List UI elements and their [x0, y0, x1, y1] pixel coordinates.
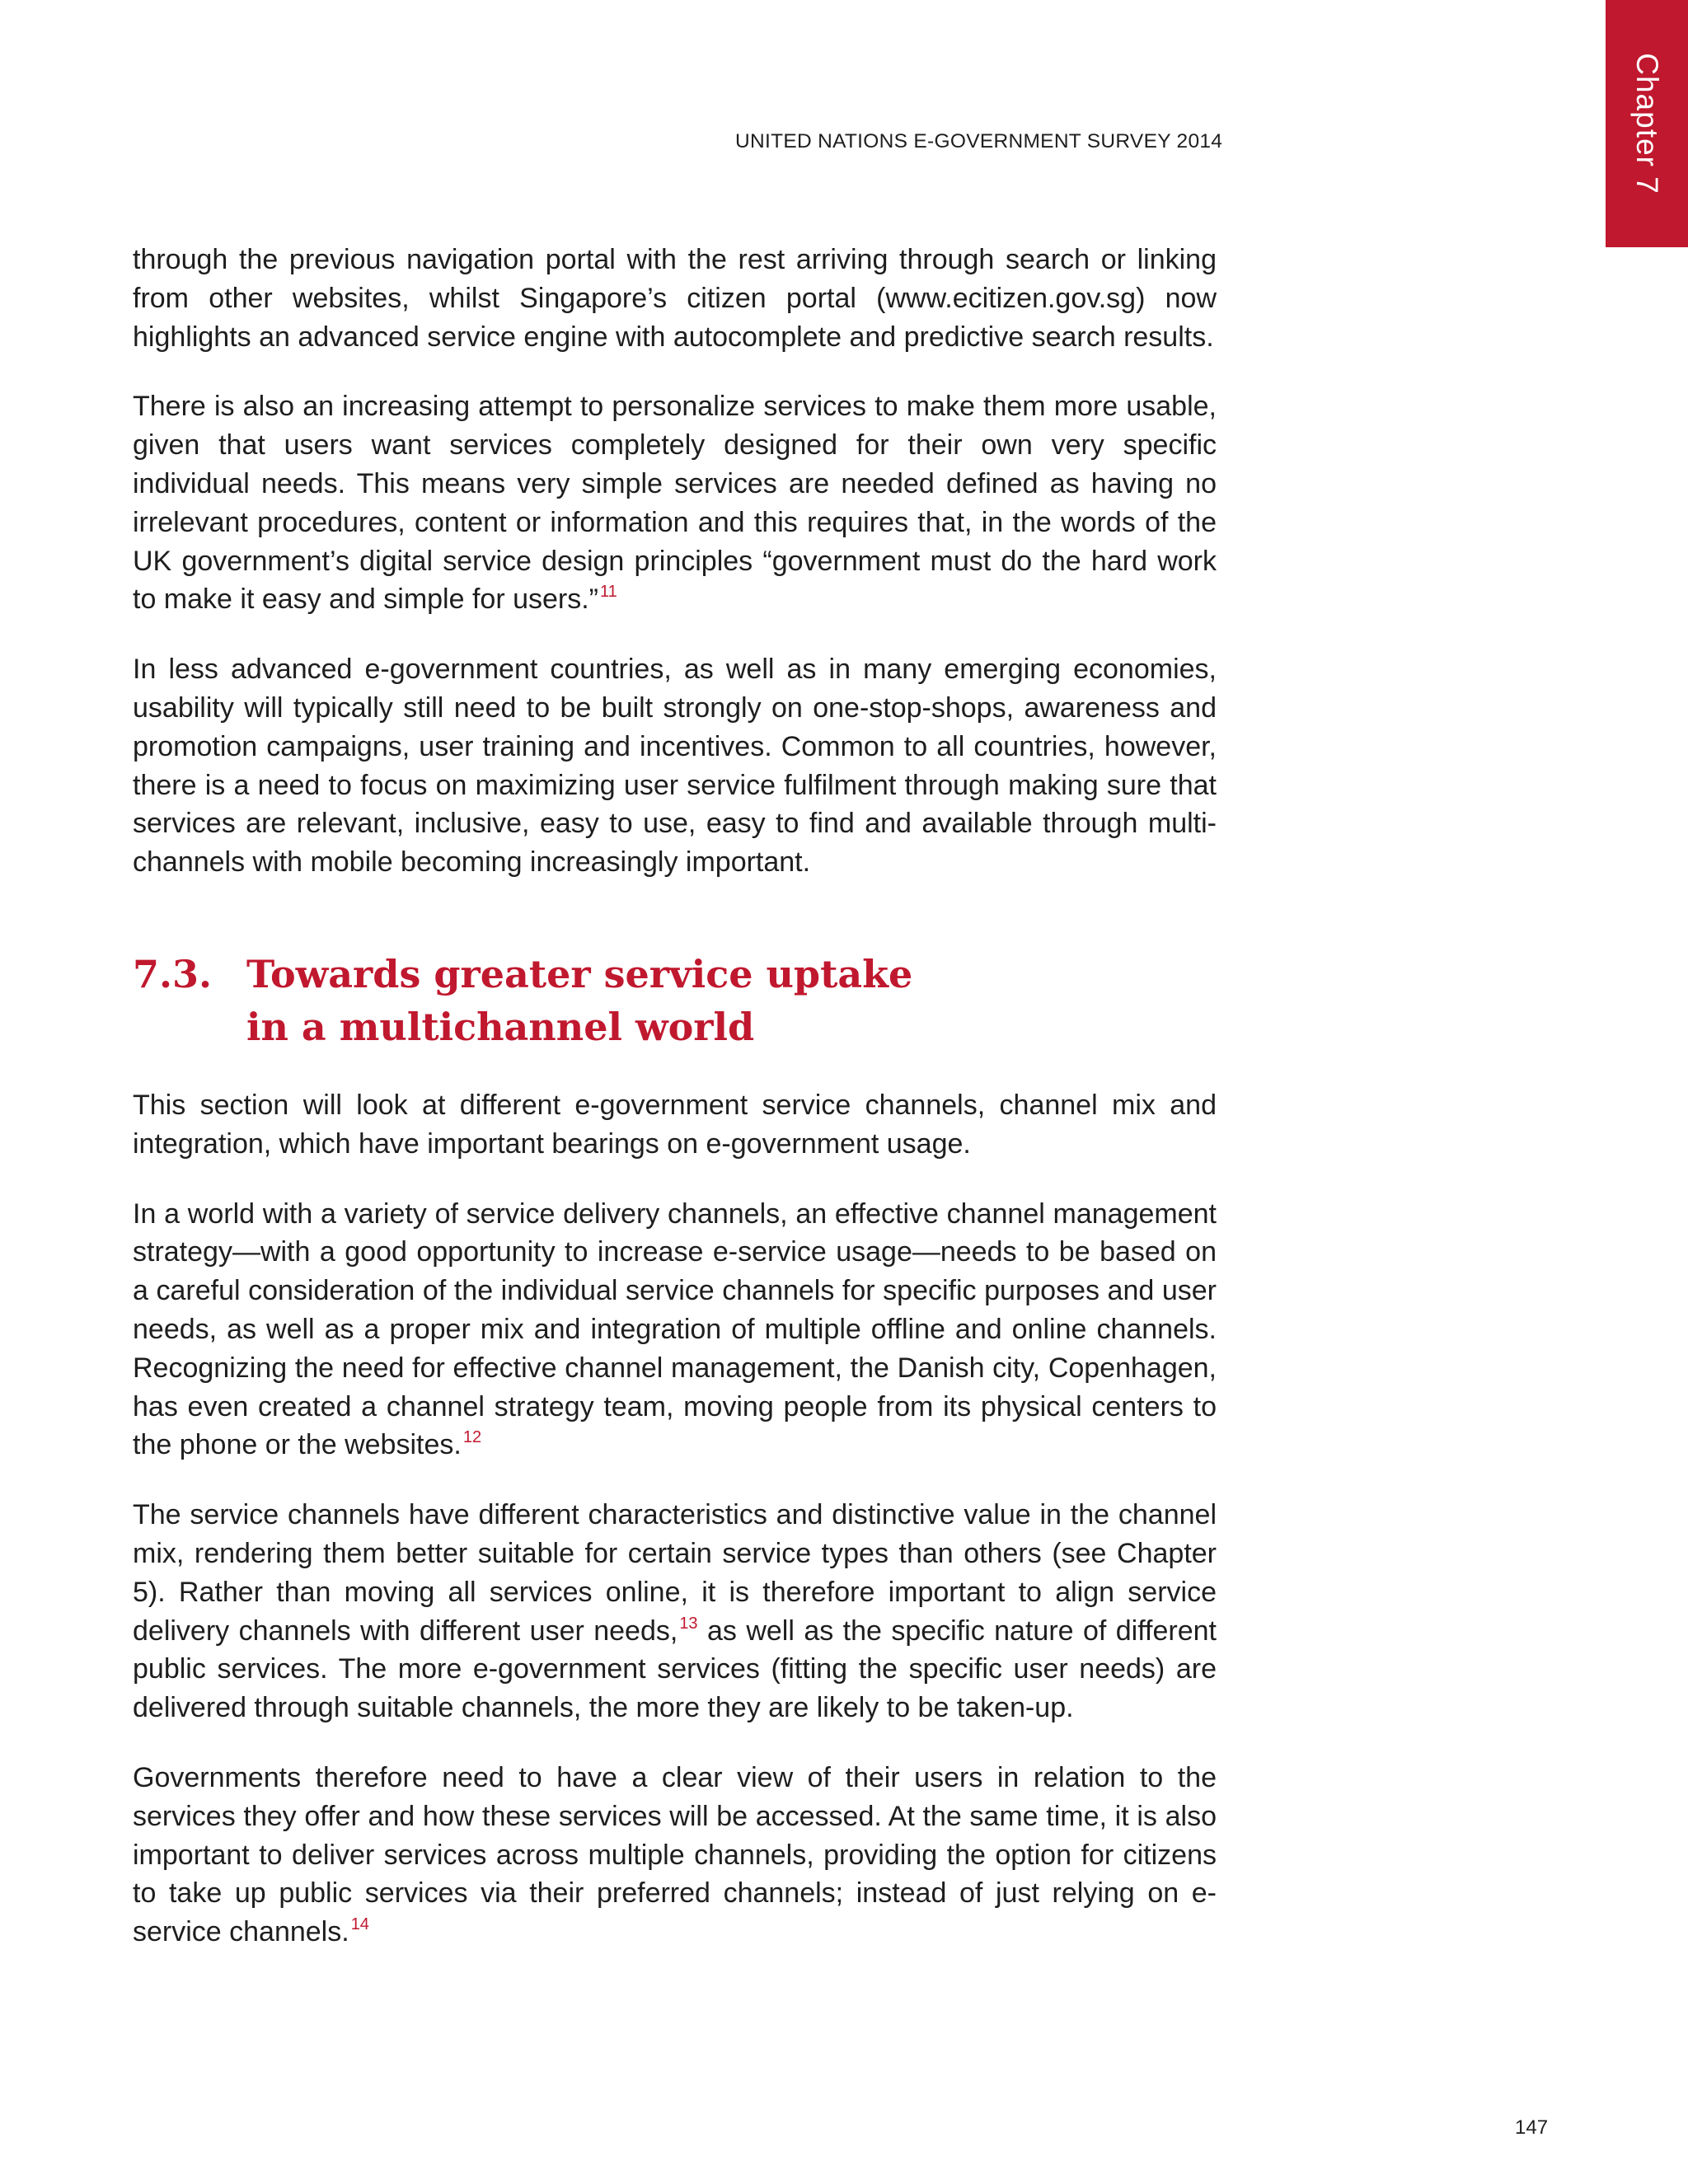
section-number: 7.3.: [133, 951, 213, 996]
paragraph-text: In a world with a variety of service delivery channels, an effective channel management strategy—with a good opportunity to increase e-service usage—needs to be based on a careful consideration of the individual service channels for specific purposes and user needs, as well as a proper mix and integration of multiple offline and online channels. Recognizing the need for effective channel management, the Danish city, Copenhagen, has even created a channel strategy team, moving people from its physical centers to the phone or the websites.: [133, 1197, 1217, 1461]
paragraph-text: In less advanced e-government countries, as well as in many emerging economies, usability will typically still need to be built strongly on one-stop-shops, awareness and promotion campaigns, user training and incentives. Common to all countries, however, there is a need to focus on maximizing user service fulfilment through making sure that services are relevant, inclusive, easy to use, easy to find and available through multi-channels with mobile becoming increasingly important.: [133, 654, 1217, 879]
page-content: [133, 241, 1217, 1983]
paragraph-text-continued: as well as the specific nature of different public services. The more e-government services (fitting the specific user needs) are delivered through suitable channels, the more they are likely to be taken-up.: [133, 1615, 1217, 1724]
paragraph-text: Governments therefore need to have a clear view of their users in relation to the services they offer and how these services will be accessed. At the same time, it is also important to deliver services across multiple channels, providing the option for citizens to take up public services via their preferred channels; instead of just relying on e-service channels.: [133, 1761, 1217, 1948]
paragraph-singapore-portal: [133, 241, 1217, 356]
paragraph-text: This section will look at different e-government service channels, channel mix and integration, which have important bearings on e-government usage.: [133, 1089, 1217, 1160]
paragraph-section-intro: [133, 1086, 1217, 1164]
paragraph-multiple-channels: [133, 1759, 1217, 1952]
section-title-line-1: Towards greater service uptake: [246, 951, 913, 996]
chapter-tab-label: Chapter 7: [1630, 53, 1664, 194]
paragraph-text: There is also an increasing attempt to personalize services to make them more usable, given that users want services completely designed for their own very specific individual needs. This means very simple services are needed defined as having no irrelevant procedures, content or information and this requires that, in the words of the UK government’s digital service design principles “government must do the hard work to make it easy and simple for users.”: [133, 391, 1217, 616]
section-heading: [133, 948, 1217, 1053]
footnote-reference-12[interactable]: 12: [462, 1428, 482, 1447]
section-title: [246, 948, 912, 1053]
paragraph-personalization: [133, 387, 1217, 619]
paragraph-less-advanced-countries: [133, 650, 1217, 882]
chapter-tab: [1606, 0, 1688, 247]
running-header: UNITED NATIONS E-GOVERNMENT SURVEY 2014: [735, 130, 1223, 152]
paragraph-channel-management: [133, 1195, 1217, 1465]
footnote-reference-13[interactable]: 13: [679, 1614, 698, 1633]
footnote-reference-14[interactable]: 14: [350, 1915, 369, 1934]
footnote-reference-11[interactable]: 11: [600, 583, 617, 602]
paragraph-text: The service channels have different characteristics and distinctive value in the channel mix, rendering them better suitable for certain service types than others (see Chapter 5). Rather than moving all services online, it is therefore important to align service delivery channels with different user needs,: [133, 1499, 1217, 1647]
paragraph-text: through the previous navigation portal with the rest arriving through search or linking from other websites, whilst Singapore’s citizen portal (www.ecitizen.gov.sg) now highlights an advanced service engine with autocomplete and predictive search results.: [133, 244, 1217, 353]
paragraph-service-channels: [133, 1496, 1217, 1727]
section-title-line-2: in a multichannel world: [246, 1004, 755, 1049]
page-number: 147: [1515, 2116, 1549, 2139]
